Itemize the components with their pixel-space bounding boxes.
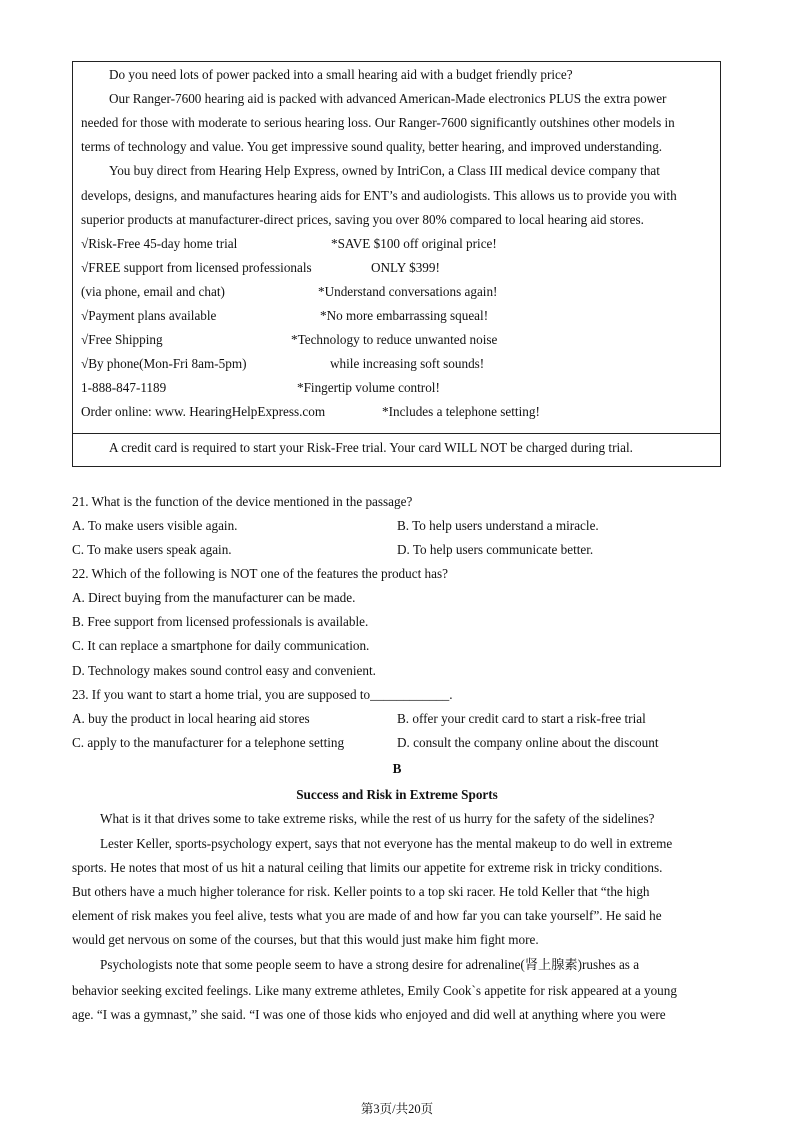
phone-number: 1-888-847-1189 (81, 380, 167, 395)
question-21-option-d: D. To help users communicate better. (397, 542, 594, 557)
ad-footer-note: A credit card is required to start your Risk-Free trial. Your card WILL NOT be charged during trial. (109, 440, 633, 455)
question-22-option-c: C. It can replace a smartphone for daily communication. (72, 638, 370, 653)
ad-line-1: Do you need lots of power packed into a small hearing aid with a budget friendly price? (109, 67, 573, 82)
question-23-option-c: C. apply to the manufacturer for a telephone setting (72, 735, 345, 750)
ad-line-6: develops, designs, and manufactures hearing aids for ENT’s and audiologists. This allows us to provide you with (81, 188, 677, 203)
question-21-option-a: A. To make users visible again. (72, 518, 238, 533)
page-number: 第3页/共20页 (360, 1102, 434, 1116)
feature-left-5: √Free Shipping (81, 332, 163, 347)
passage-line-4: But others have a much higher tolerance for risk. Keller points to a top ski racer. He told Keller that “the high (72, 884, 650, 899)
passage-line-9: age. “I was a gymnast,” she said. “I was one of those kids who enjoyed and did well at anything where you were (72, 1007, 666, 1022)
section-label: B (392, 761, 402, 776)
question-21-option-c: C. To make users speak again. (72, 542, 232, 557)
ad-divider (73, 433, 720, 434)
ad-line-7: superior products at manufacturer-direct prices, saving you over 80% compared to local hearing aid stores. (81, 212, 644, 227)
passage-line-7: Psychologists note that some people seem to have a strong desire for adrenaline(肾上腺素)rushes as a (100, 957, 640, 972)
advertisement-box (72, 61, 721, 467)
passage-line-3: sports. He notes that most of us hit a natural ceiling that limits our appetite for extreme risk in tricky conditions. (72, 860, 663, 875)
passage-line-1: What is it that drives some to take extreme risks, while the rest of us hurry for the safety of the sidelines? (100, 811, 655, 826)
ad-line-4: terms of technology and value. You get impressive sound quality, better hearing, and improved understanding. (81, 139, 663, 154)
feature-right-3: *Understand conversations again! (318, 284, 498, 299)
passage-line-2: Lester Keller, sports-psychology expert, says that not everyone has the mental makeup to do well in extreme (100, 836, 673, 851)
feature-left-6: √By phone(Mon-Fri 8am-5pm) (81, 356, 247, 371)
question-22-option-b: B. Free support from licensed professionals is available. (72, 614, 369, 629)
question-23-option-b: B. offer your credit card to start a risk-free trial (397, 711, 646, 726)
feature-right-1: *SAVE $100 off original price! (331, 236, 497, 251)
feature-left-1: √Risk-Free 45-day home trial (81, 236, 238, 251)
question-22-option-a: A. Direct buying from the manufacturer can be made. (72, 590, 356, 605)
passage-title: Success and Risk in Extreme Sports (296, 787, 498, 802)
feature-left-4: √Payment plans available (81, 308, 217, 323)
question-22-stem: 22. Which of the following is NOT one of the features the product has? (72, 566, 448, 581)
question-22-option-d: D. Technology makes sound control easy and convenient. (72, 663, 376, 678)
feature-right-2: ONLY $399! (371, 260, 440, 275)
question-23-option-a: A. buy the product in local hearing aid stores (72, 711, 310, 726)
passage-line-5: element of risk makes you feel alive, tests what you are made of and how far you can take yourself”. He said he (72, 908, 662, 923)
ad-line-5: You buy direct from Hearing Help Express, owned by IntriCon, a Class III medical device company that (109, 163, 660, 178)
passage-line-6: would get nervous on some of the courses, but that this would just make him fight more. (72, 932, 539, 947)
question-23-stem: 23. If you want to start a home trial, you are supposed to____________. (72, 687, 453, 702)
feature-left-3: (via phone, email and chat) (81, 284, 225, 299)
passage-line-8: behavior seeking excited feelings. Like many extreme athletes, Emily Cook`s appetite for risk appeared at a young (72, 983, 677, 998)
feature-right-7: *Fingertip volume control! (297, 380, 440, 395)
question-21-stem: 21. What is the function of the device mentioned in the passage? (72, 494, 413, 509)
feature-right-4: *No more embarrassing squeal! (320, 308, 489, 323)
feature-right-5: *Technology to reduce unwanted noise (291, 332, 498, 347)
ad-line-3: needed for those with moderate to serious hearing loss. Our Ranger-7600 significantly outshines other models in (81, 115, 675, 130)
feature-right-8: *Includes a telephone setting! (382, 404, 540, 419)
order-online-link: Order online: www. HearingHelpExpress.com (81, 404, 326, 419)
question-23-option-d: D. consult the company online about the discount (397, 735, 659, 750)
feature-left-2: √FREE support from licensed professionals (81, 260, 312, 275)
question-21-option-b: B. To help users understand a miracle. (397, 518, 599, 533)
feature-right-6: while increasing soft sounds! (330, 356, 485, 371)
ad-line-2: Our Ranger-7600 hearing aid is packed with advanced American-Made electronics PLUS the extra power (109, 91, 667, 106)
